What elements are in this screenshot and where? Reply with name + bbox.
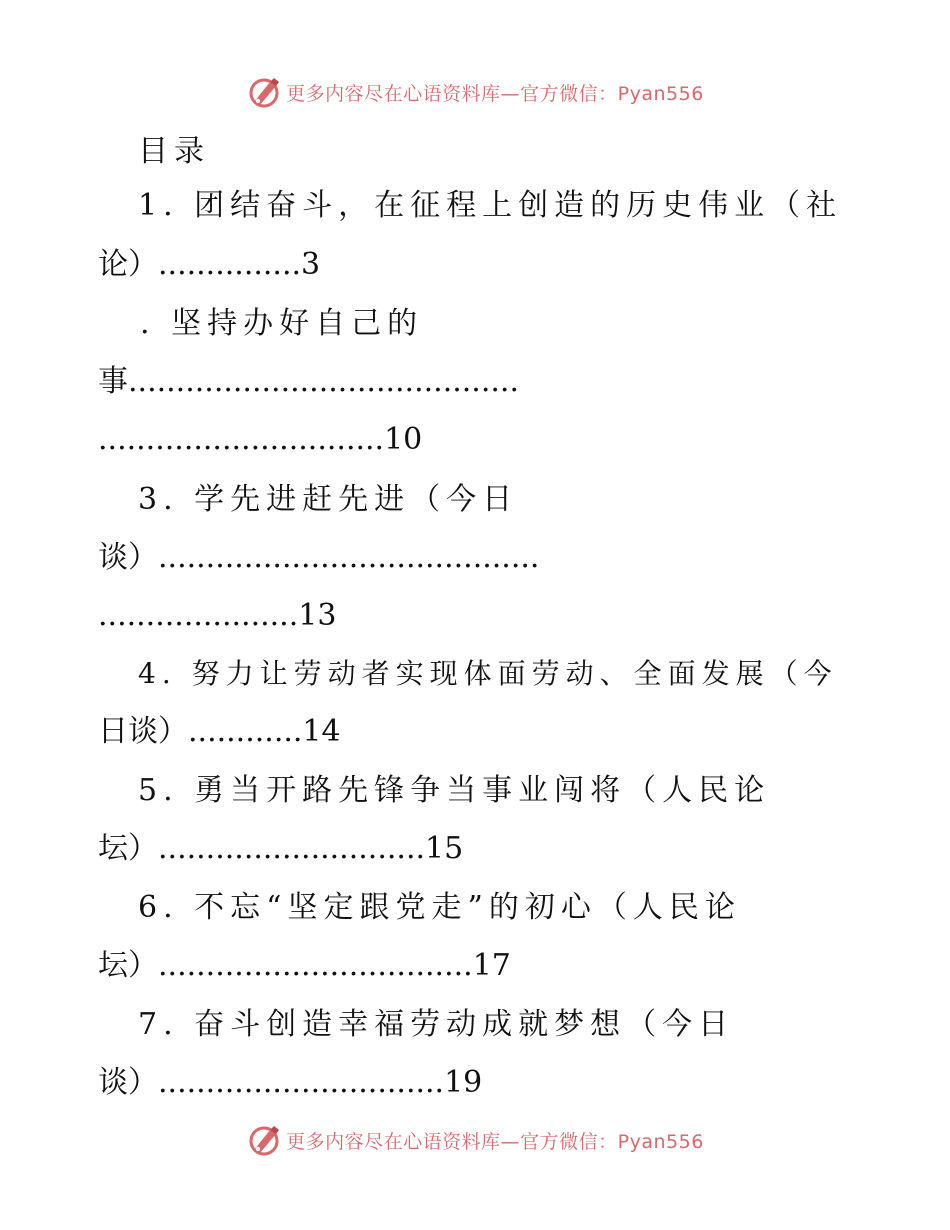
toc-entry-7-line-1[interactable]: 7. 奋斗创造幸福劳动成就梦想（今日 bbox=[138, 1007, 735, 1042]
toc-entry-1-line-2[interactable]: 论）...............3 bbox=[98, 247, 321, 282]
toc-entry-3-line-2[interactable]: 谈）........................................ bbox=[98, 540, 540, 575]
toc-entry-6-line-1[interactable]: 6. 不忘“坚定跟党走”的初心（人民论 bbox=[138, 890, 741, 925]
toc-entry-1-line-1[interactable]: 1. 团结奋斗，在征程上创造的历史伟业（社 bbox=[138, 188, 843, 223]
toc-entry-2-line-3[interactable]: ..............................10 bbox=[98, 422, 423, 457]
toc-heading: 目录 bbox=[138, 134, 210, 169]
banner-text: 更多内容尽在心语资料库—官方微信：Pyan556 bbox=[286, 1130, 704, 1153]
pen-logo-icon bbox=[246, 74, 282, 110]
toc-entry-3-line-1[interactable]: 3. 学先进赶先进（今日 bbox=[138, 482, 519, 517]
toc-entry-4-line-1[interactable]: 4. 努力让劳动者实现体面劳动、全面发展（今 bbox=[138, 657, 838, 690]
toc-entry-5-line-2[interactable]: 坛）............................15 bbox=[98, 831, 464, 866]
toc-entry-6-line-2[interactable]: 坛）.................................17 bbox=[98, 948, 511, 983]
toc-entry-3-line-3[interactable]: .....................13 bbox=[98, 598, 337, 633]
header-banner[interactable] bbox=[0, 70, 950, 114]
banner-text: 更多内容尽在心语资料库—官方微信：Pyan556 bbox=[286, 82, 704, 105]
footer-banner[interactable] bbox=[0, 1118, 950, 1162]
pen-logo-icon bbox=[246, 1122, 282, 1158]
toc-entry-7-line-2[interactable]: 谈）..............................19 bbox=[98, 1065, 483, 1100]
toc-entry-5-line-1[interactable]: 5. 勇当开路先锋争当事业闯将（人民论 bbox=[138, 773, 771, 808]
toc-entry-2-line-1[interactable]: . 坚持办好自己的 bbox=[140, 306, 424, 341]
toc-entry-2-line-2[interactable]: 事......................................... bbox=[98, 364, 519, 399]
toc-entry-4-line-2[interactable]: 日谈）............14 bbox=[98, 714, 341, 749]
